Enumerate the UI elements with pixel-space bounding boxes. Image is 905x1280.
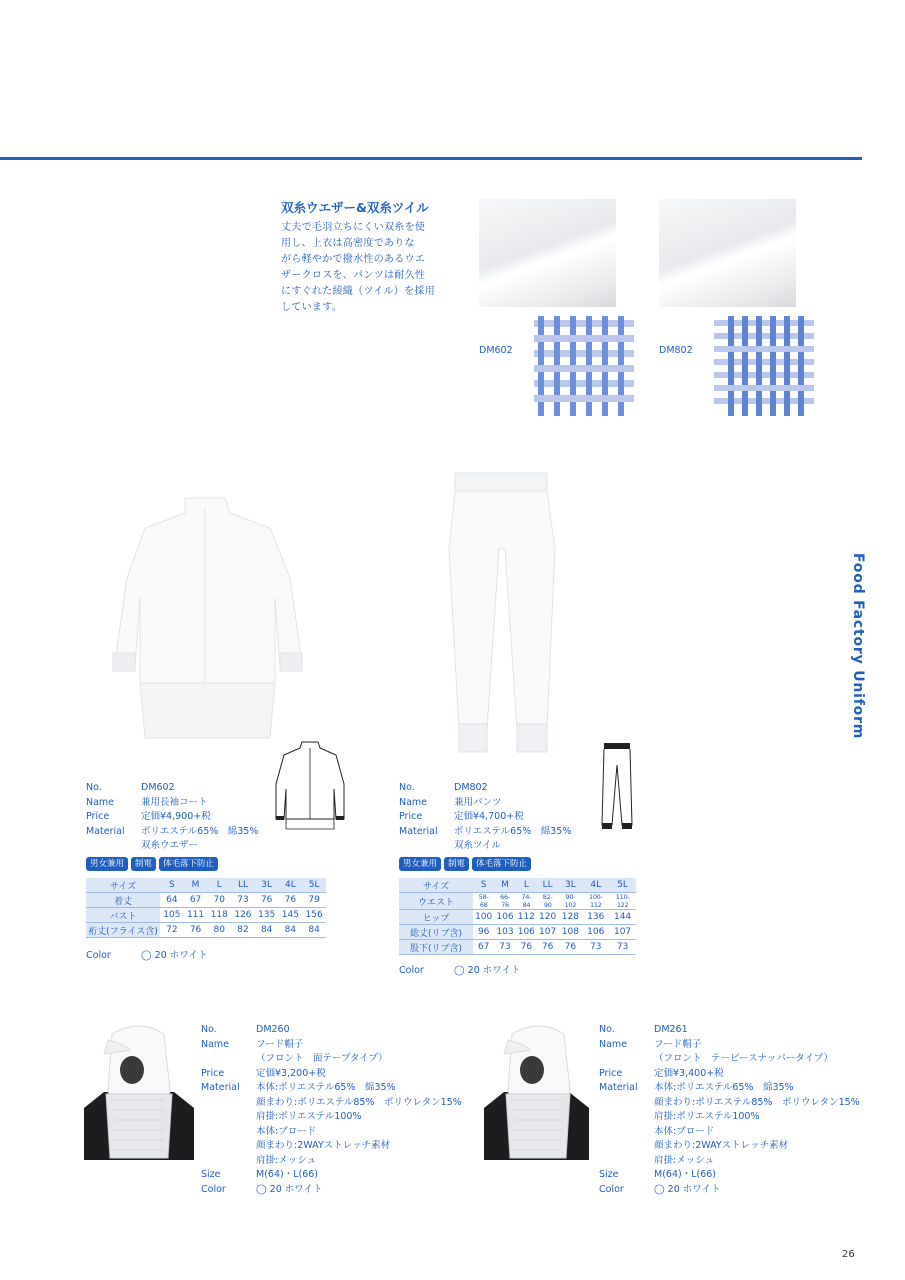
side-title: Food Factory Uniform [850, 553, 866, 740]
color-row-dm602 [86, 947, 207, 961]
weave-diagram-dm602 [534, 316, 634, 416]
feature-description [281, 220, 441, 316]
table-cell: 108 [558, 925, 582, 940]
table-row [399, 910, 636, 925]
label-name: Name [201, 1038, 230, 1050]
table-cell: 106 [494, 910, 515, 925]
table-cell: 107 [609, 925, 636, 940]
table-cell: 110-122 [609, 893, 636, 910]
page-number: 26 [842, 1249, 855, 1260]
pants-line-drawing [600, 741, 634, 833]
material-line: 本体:ブロード [654, 1125, 715, 1137]
table-row [86, 923, 326, 938]
table-row [86, 908, 326, 923]
header-rule [0, 157, 862, 160]
label-size: Size [599, 1169, 619, 1180]
material-line: 本体:ブロード [256, 1125, 317, 1137]
table-header-cell: 4L [279, 878, 303, 893]
material-line: 肩掛:メッシュ [654, 1154, 715, 1166]
product-name: 兼用パンツ [454, 796, 502, 808]
product-number: DM602 [141, 782, 175, 793]
product-size: M(64)・L(66) [256, 1169, 318, 1180]
table-cell: 79 [302, 893, 326, 908]
table-header-cell: 3L [558, 878, 582, 893]
tag-hair-prevention: 体毛落下防止 [472, 857, 531, 871]
table-cell: 76 [537, 940, 558, 955]
table-cell: 80 [207, 923, 231, 938]
table-cell: 156 [302, 908, 326, 923]
feature-line: しています。 [281, 302, 342, 313]
fabric-label-dm602: DM602 [479, 345, 513, 356]
table-cell: 136 [582, 910, 609, 925]
table-cell: 73 [609, 940, 636, 955]
table-header-cell: L [207, 878, 231, 893]
table-cell: 111 [184, 908, 208, 923]
table-cell: 76 [279, 893, 303, 908]
spec-block-dm260 [201, 1023, 462, 1197]
label-price: Price [599, 1067, 623, 1079]
row-header: 股下(リブ含) [399, 940, 473, 955]
table-cell: 96 [473, 925, 494, 940]
material-line: 顔まわり:2WAYストレッチ素材 [256, 1140, 391, 1151]
fabric-swatch-dm602 [479, 199, 616, 307]
table-row [399, 893, 636, 910]
table-cell: 105 [160, 908, 184, 923]
row-header: 裄丈(フライス含) [86, 923, 160, 938]
fabric-swatch-dm802 [659, 199, 796, 307]
material-line: 双糸ウエザー [141, 840, 199, 851]
table-cell: 112 [516, 910, 537, 925]
table-cell: 58-68 [473, 893, 494, 910]
material-line: 肩掛:ポリエステル100% [256, 1111, 362, 1122]
table-cell: 67 [473, 940, 494, 955]
product-name-sub: （フロント テーピースナッパータイプ） [654, 1053, 833, 1064]
size-table-dm602 [86, 878, 326, 938]
color-value: ◯ 20 ホワイト [141, 950, 208, 961]
label-material: Material [201, 1082, 240, 1093]
table-header-cell: S [160, 878, 184, 893]
table-cell: 90-102 [558, 893, 582, 910]
material-line: 本体:ポリエステル65% 綿35% [256, 1082, 396, 1093]
table-cell: 76 [516, 940, 537, 955]
label-name: Name [599, 1038, 628, 1050]
label-no: No. [201, 1024, 217, 1035]
product-name: フード帽子 [256, 1038, 304, 1050]
label-price: Price [86, 811, 110, 822]
product-size: M(64)・L(66) [654, 1169, 716, 1180]
table-header-cell: 3L [255, 878, 279, 893]
table-cell: 106 [582, 925, 609, 940]
row-header: ヒップ [399, 910, 473, 925]
table-cell: 100-112 [582, 893, 609, 910]
hood-photo-dm260 [84, 1020, 194, 1160]
table-cell: 145 [279, 908, 303, 923]
material-line: 本体:ポリエステル65% 綿35% [654, 1082, 794, 1093]
table-row [399, 940, 636, 955]
product-price: 定価¥4,700+税 [454, 811, 524, 822]
row-header: 総丈(リブ含) [399, 925, 473, 940]
table-cell: 74-84 [516, 893, 537, 910]
table-header-cell: LL [537, 878, 558, 893]
table-cell: 76 [558, 940, 582, 955]
table-cell: 128 [558, 910, 582, 925]
table-cell: 84 [302, 923, 326, 938]
material-line: ポリエステル65% 綿35% [454, 825, 572, 837]
color-value: ◯ 20 ホワイト [454, 965, 521, 976]
table-cell: 107 [537, 925, 558, 940]
label-material: Material [86, 825, 125, 837]
color-row-dm802 [399, 962, 520, 976]
table-cell: 84 [279, 923, 303, 938]
label-name: Name [399, 796, 428, 808]
table-header-cell: L [516, 878, 537, 893]
tag-unisex: 男女兼用 [86, 857, 128, 871]
table-cell: 82-90 [537, 893, 558, 910]
table-cell: 135 [255, 908, 279, 923]
material-line: 顔まわり:ポリエステル85% ポリウレタン15% [256, 1096, 462, 1108]
label-color: Color [599, 1183, 624, 1195]
table-cell: 106 [516, 925, 537, 940]
material-line: 顔まわり:ポリエステル85% ポリウレタン15% [654, 1096, 860, 1108]
tag-unisex: 男女兼用 [399, 857, 441, 871]
material-line: 肩掛:メッシュ [256, 1154, 317, 1166]
spec-block-dm261 [599, 1023, 860, 1197]
table-cell: 103 [494, 925, 515, 940]
label-material: Material [399, 825, 438, 837]
spec-block-dm802 [399, 781, 571, 854]
feature-title: 双糸ウエザー&双糸ツイル [281, 200, 429, 215]
label-color: Color [399, 965, 424, 976]
table-header-cell: 5L [302, 878, 326, 893]
table-cell: 73 [494, 940, 515, 955]
table-cell: 72 [160, 923, 184, 938]
label-color: Color [86, 950, 111, 961]
table-cell: 67 [184, 893, 208, 908]
table-cell: 73 [231, 893, 255, 908]
material-line: 双糸ツイル [454, 840, 502, 851]
feature-line: 用し、上衣は高密度でありな [281, 238, 415, 249]
table-header-cell: サイズ [399, 878, 473, 893]
size-table-dm802 [399, 878, 636, 955]
table-cell: 100 [473, 910, 494, 925]
tag-hair-prevention: 体毛落下防止 [159, 857, 218, 871]
table-cell: 66-76 [494, 893, 515, 910]
table-header-row [399, 878, 636, 893]
table-cell: 144 [609, 910, 636, 925]
pants-photo [447, 469, 557, 755]
feature-tags-dm802 [399, 857, 531, 871]
material-line: 顔まわり:2WAYストレッチ素材 [654, 1140, 789, 1151]
product-number: DM261 [654, 1024, 688, 1035]
fabric-label-dm802: DM802 [659, 345, 693, 356]
table-cell: 82 [231, 923, 255, 938]
table-header-cell: LL [231, 878, 255, 893]
label-material: Material [599, 1082, 638, 1093]
table-cell: 118 [207, 908, 231, 923]
table-row [399, 925, 636, 940]
table-header-cell: M [184, 878, 208, 893]
table-cell: 64 [160, 893, 184, 908]
product-price: 定価¥3,400+税 [654, 1067, 724, 1079]
feature-line: にすぐれた綾織（ツイル）を採用 [281, 286, 435, 297]
product-number: DM802 [454, 782, 488, 793]
weave-diagram-dm802 [714, 316, 814, 416]
table-cell: 73 [582, 940, 609, 955]
spec-block-dm602 [86, 781, 258, 854]
table-cell: 126 [231, 908, 255, 923]
table-header-cell: 5L [609, 878, 636, 893]
table-header-cell: M [494, 878, 515, 893]
product-name: 兼用長袖コート [141, 796, 208, 808]
table-cell: 70 [207, 893, 231, 908]
table-cell: 84 [255, 923, 279, 938]
table-cell: 120 [537, 910, 558, 925]
color-value: ◯ 20 ホワイト [256, 1183, 323, 1195]
hood-photo-dm261 [484, 1020, 589, 1160]
table-cell: 76 [255, 893, 279, 908]
table-row [86, 893, 326, 908]
coat-line-drawing [274, 739, 346, 831]
feature-line: 丈夫で毛羽立ちにくい双糸を使 [281, 222, 426, 233]
label-no: No. [599, 1024, 615, 1035]
label-no: No. [399, 782, 415, 793]
table-header-cell: S [473, 878, 494, 893]
material-line: 肩掛:ポリエステル100% [654, 1111, 760, 1122]
product-price: 定価¥4,900+税 [141, 811, 211, 822]
label-size: Size [201, 1169, 221, 1180]
feature-tags-dm602 [86, 857, 218, 871]
label-price: Price [201, 1067, 225, 1079]
tag-antistatic: 制電 [444, 857, 469, 871]
table-header-cell: サイズ [86, 878, 160, 893]
feature-line: ザークロスを、パンツは耐久性 [281, 270, 426, 281]
row-header: 着丈 [86, 893, 160, 908]
material-line: ポリエステル65% 綿35% [141, 825, 259, 837]
product-price: 定価¥3,200+税 [256, 1067, 326, 1079]
table-header-row [86, 878, 326, 893]
color-value: ◯ 20 ホワイト [654, 1183, 721, 1195]
feature-line: がら軽やかで撥水性のあるウエ [281, 254, 426, 265]
product-name: フード帽子 [654, 1038, 702, 1050]
row-header: ウエスト [399, 893, 473, 910]
label-price: Price [399, 811, 423, 822]
table-cell: 76 [184, 923, 208, 938]
product-number: DM260 [256, 1024, 290, 1035]
tag-antistatic: 制電 [131, 857, 156, 871]
product-name-sub: （フロント 面テープタイプ） [256, 1053, 388, 1064]
label-name: Name [86, 796, 115, 808]
label-color: Color [201, 1183, 226, 1195]
label-no: No. [86, 782, 102, 793]
coat-photo [105, 488, 310, 743]
table-header-cell: 4L [582, 878, 609, 893]
row-header: バスト [86, 908, 160, 923]
